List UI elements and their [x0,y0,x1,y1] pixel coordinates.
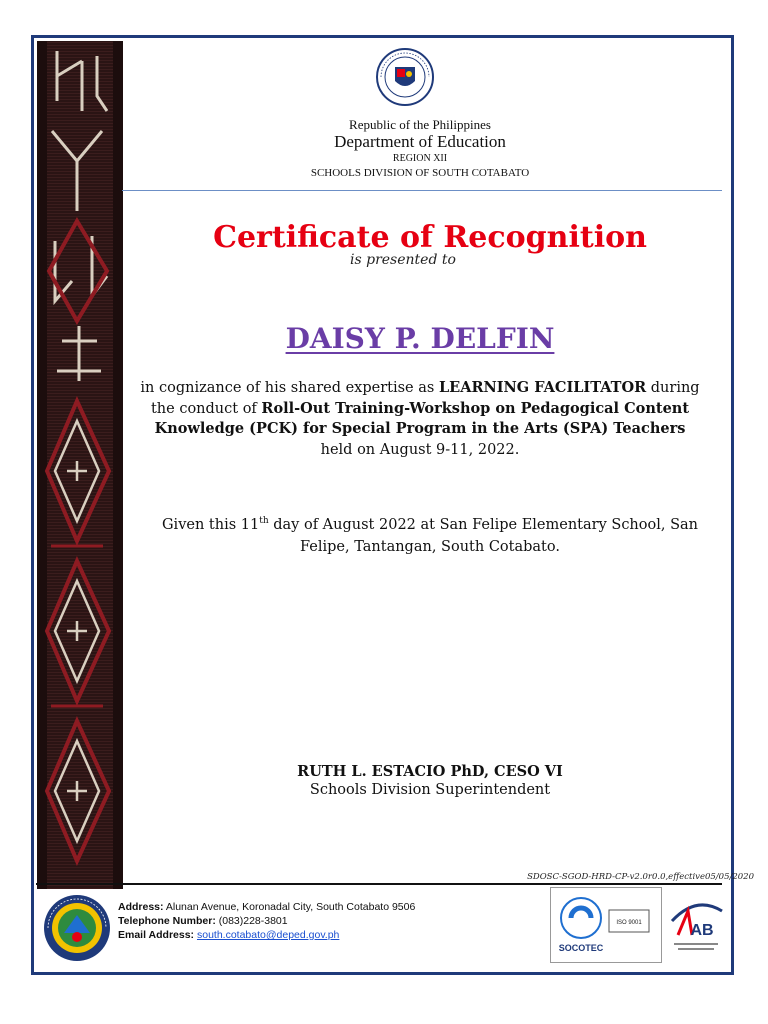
email-link[interactable]: south.cotabato@deped.gov.ph [196,929,340,941]
given-location: day of August 2022 at San Felipe Elementary School, San Felipe, Tantangan, South Cotabato. [268,516,699,555]
pab-label: AB [690,922,714,939]
citation-text [140,378,700,460]
phone-line [118,914,415,928]
header-divider [122,190,722,191]
address-value: Alunan Avenue, Koronadal City, South Cotabato 9506 [163,901,416,913]
email-line [118,928,415,942]
phone-label: Telephone Number: [118,915,216,927]
phone-value: (083)228-3801 [215,915,288,927]
citation-event: Roll-Out Training-Workshop on Pedagogical Content Knowledge (PCK) for Special Program in the Arts (SPA) Teachers [154,399,690,437]
pab-accreditation-icon [668,891,724,961]
deped-seal-icon [375,47,435,107]
department-title: Department of Education [334,132,506,151]
region-text: REGION XII [392,153,448,164]
socotec-iso-badge [550,887,662,963]
footer-divider [36,883,722,885]
citation-role: LEARNING FACILITATOR [438,379,647,396]
recipient-name: DAISY P. DELFIN [285,322,555,355]
division-seal-icon [42,893,112,963]
citation-dates: held on August 9-11, 2022. [320,441,520,458]
presented-to-text: is presented to [350,252,456,268]
socotec-label: SOCOTEC [558,943,604,953]
given-ordinal: th [259,516,269,526]
email-label: Email Address: [118,929,195,941]
given-text [150,510,710,558]
citation-intro: in cognizance of his shared expertise as [140,380,439,396]
address-line [118,900,415,914]
contact-info [118,900,415,942]
given-prefix: Given this 11 [161,516,260,533]
signatory-name: RUTH L. ESTACIO PhD, CESO VI [297,763,563,780]
certificate-title: Certificate of Recognition [213,220,647,255]
signatory-title: Schools Division Superintendent [309,782,551,798]
republic-text: Republic of the Philippines [349,117,491,132]
woven-fabric-border [37,41,123,889]
iso-label: ISO 9001 [616,920,642,926]
citation-during: during the conduct of [150,380,700,417]
division-text: SCHOOLS DIVISION OF SOUTH COTABATO [310,167,530,179]
form-code: SDOSC-SGOD-HRD-CP-v2.0r0.0,effective05/05/2020 [527,872,754,882]
address-label: Address: [118,901,164,913]
